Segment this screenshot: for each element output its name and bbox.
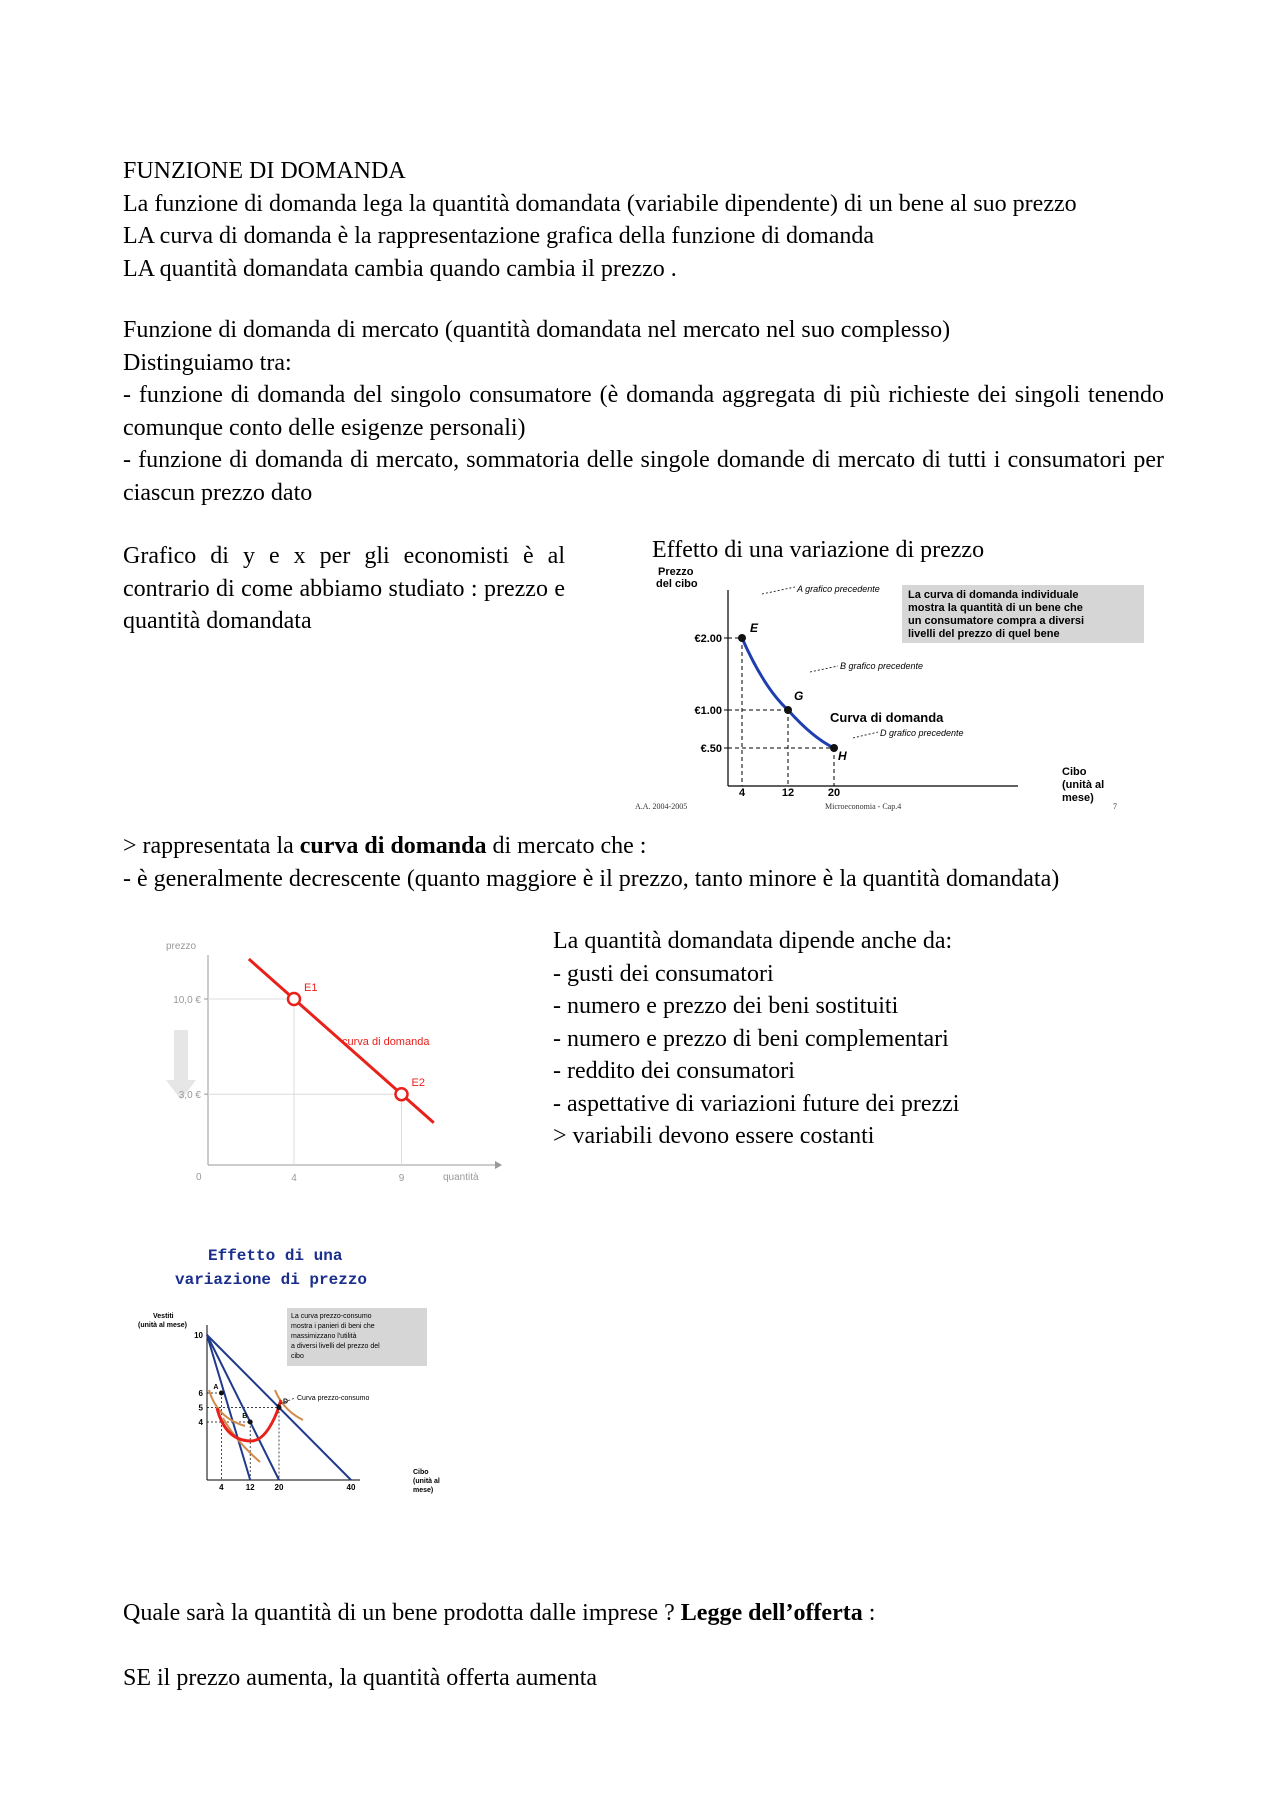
info-box-line: a diversi livelli del prezzo del <box>291 1343 380 1350</box>
list-item: - numero e prezzo dei beni sostituiti <box>553 993 899 1019</box>
x-axis-label: mese) <box>1062 792 1094 804</box>
text-fragment: > rappresentata la <box>123 833 300 859</box>
point-label: D <box>283 1398 289 1406</box>
list-item: - funzione di domanda di mercato, sommatoria delle singole domande di mercato di tutti i consumatori per ciascun prezzo dato <box>123 447 1164 506</box>
section-determinanti <box>553 925 1113 1153</box>
x-tick-label: 40 <box>346 1483 356 1492</box>
point-label: E2 <box>411 1077 425 1090</box>
figure-title: Effetto di una variazione di prezzo <box>652 537 985 563</box>
y-axis-label: del cibo <box>656 578 698 590</box>
curve-label: Curva prezzo-consumo <box>297 1395 370 1402</box>
origin-label: 0 <box>196 1172 202 1183</box>
list-heading: La quantità domandata dipende anche da: <box>553 928 953 954</box>
x-tick-label: 4 <box>219 1483 224 1492</box>
y-tick-label: €.50 <box>700 743 722 755</box>
x-tick-label: 4 <box>291 1173 297 1184</box>
info-box-line: mostra i panieri di beni che <box>291 1323 375 1330</box>
text-fragment: di mercato che : <box>486 833 647 859</box>
text-line: Distinguiamo tra: <box>123 349 292 376</box>
point-label: A <box>213 1384 219 1391</box>
point-h <box>830 744 838 752</box>
text-line: LA quantità domandata cambia quando cambia il prezzo . <box>123 255 677 282</box>
bold-term: curva di domanda <box>299 833 487 859</box>
x-axis-label: (unità al <box>413 1478 440 1485</box>
y-tick-label: 4 <box>198 1418 203 1427</box>
list-item: > variabili devono essere costanti <box>553 1123 875 1149</box>
y-axis-label: (unità al mese) <box>138 1322 188 1329</box>
x-tick-label: 20 <box>274 1483 284 1492</box>
point-label: H <box>838 749 847 763</box>
figure-footer: Microeconomia - Cap.4 <box>825 802 902 811</box>
figure-title: variazione di prezzo <box>175 1271 368 1289</box>
y-axis-label: Vestiti <box>153 1313 174 1320</box>
section-legge-offerta <box>123 1597 1163 1694</box>
y-tick-label: 3,0 € <box>178 1090 201 1102</box>
info-box-line: livelli del prezzo di quel bene <box>908 628 1060 640</box>
list-item: - funzione di domanda del singolo consumatore (è domanda aggregata di più richieste dei singoli tenendo comunque conto delle esigenze personali) <box>123 382 1164 441</box>
y-tick-label: 5 <box>198 1403 203 1413</box>
point-d <box>277 1405 282 1410</box>
y-tick-label: 6 <box>198 1389 203 1398</box>
info-box-line: un consumatore compra a diversi <box>908 615 1085 627</box>
y-tick-label: 10,0 € <box>173 995 201 1006</box>
text-fragment: : <box>862 1600 876 1626</box>
x-tick-label: 4 <box>738 787 746 799</box>
point-label: G <box>794 689 804 703</box>
point-b <box>248 1420 253 1425</box>
list-item: - numero e prezzo di beni complementari <box>553 1025 949 1052</box>
x-tick-label: 20 <box>827 787 841 799</box>
section-curva-domanda <box>123 830 1163 895</box>
figure-footer: A.A. 2004-2005 <box>635 802 688 811</box>
text-line <box>123 830 1163 863</box>
x-axis-arrow <box>495 1161 502 1169</box>
y-tick-label: 10 <box>194 1331 203 1340</box>
x-axis-label: mese) <box>413 1487 434 1494</box>
point-label: E1 <box>304 982 318 994</box>
x-axis-label: (unità al <box>1062 779 1105 791</box>
indifference-curve-u1 <box>209 1390 248 1426</box>
section-domanda-mercato <box>123 314 1164 509</box>
text-line: SE il prezzo aumenta, la quantità offerta aumenta <box>123 1664 598 1691</box>
point-e2 <box>396 1088 408 1100</box>
text-line: La funzione di domanda lega la quantità domandata (variabile dipendente) di un bene al suo prezzo <box>123 190 1077 217</box>
section-funzione-domanda <box>123 155 1163 285</box>
x-axis-label: Cibo <box>413 1469 429 1476</box>
info-box-line: La curva prezzo-consumo <box>291 1313 372 1320</box>
figure-title: Effetto di una <box>208 1247 343 1265</box>
point-e1 <box>288 993 300 1005</box>
list-item: - aspettative di variazioni future dei prezzi <box>553 1090 960 1117</box>
annotation-d: D grafico precedente <box>880 728 964 738</box>
list-item: - gusti dei consumatori <box>553 960 774 987</box>
figure-footer: 7 <box>1113 802 1117 811</box>
text-fragment: Quale sarà la quantità di un bene prodotta dalle imprese ? <box>123 1600 681 1626</box>
section-title: FUNZIONE DI DOMANDA <box>123 158 406 184</box>
info-box-line: La curva di domanda individuale <box>908 589 1079 601</box>
curve-label: curva di domanda <box>342 1036 430 1048</box>
annotation-b: B grafico precedente <box>840 661 924 671</box>
price-consumption-figure <box>135 1240 455 1505</box>
market-demand-figure <box>150 935 510 1195</box>
price-decrease-arrow <box>174 1030 188 1080</box>
text-line: Funzione di domanda di mercato (quantità domandata nel mercato nel suo complesso) <box>123 317 951 343</box>
annotation-leader <box>762 587 795 594</box>
demand-curve-figure <box>620 530 1180 815</box>
point-label: B <box>242 1413 248 1420</box>
section-grafico-note <box>123 540 565 638</box>
x-tick-label: 12 <box>781 787 795 799</box>
text-line: LA curva di domanda è la rappresentazione grafica della funzione di domanda <box>123 223 875 249</box>
y-axis-label: prezzo <box>166 941 197 952</box>
text-line: - è generalmente decrescente (quanto maggiore è il prezzo, tanto minore è la quantità domandata) <box>123 865 1060 892</box>
list-item: - reddito dei consumatori <box>553 1058 795 1084</box>
y-tick-label: €2.00 <box>694 633 722 645</box>
y-axis-label: Prezzo <box>658 566 694 578</box>
info-box-line: cibo <box>291 1353 304 1360</box>
point-g <box>784 706 792 714</box>
x-axis-label: quantità <box>443 1172 479 1183</box>
text-line <box>123 1597 1163 1630</box>
annotation-a: A grafico precedente <box>797 584 880 594</box>
point-e <box>738 634 746 642</box>
annotation-leader <box>810 666 838 672</box>
x-axis-label: Cibo <box>1062 766 1087 778</box>
curve-label: Curva di domanda <box>830 710 944 725</box>
point-label: E <box>750 621 759 635</box>
info-box-line: mostra la quantità di un bene che <box>908 602 1083 614</box>
point-a <box>219 1391 224 1396</box>
bold-term: Legge dell’offerta <box>680 1600 863 1626</box>
annotation-leader <box>853 732 878 738</box>
x-tick-label: 12 <box>245 1483 255 1492</box>
text-line: Grafico di y e x per gli economisti è al contrario di come abbiamo studiato : prezzo e quantità domandata <box>123 543 565 634</box>
x-tick-label: 9 <box>398 1173 405 1184</box>
y-tick-label: €1.00 <box>694 705 722 717</box>
info-box-line: massimizzano l'utilità <box>291 1333 357 1340</box>
